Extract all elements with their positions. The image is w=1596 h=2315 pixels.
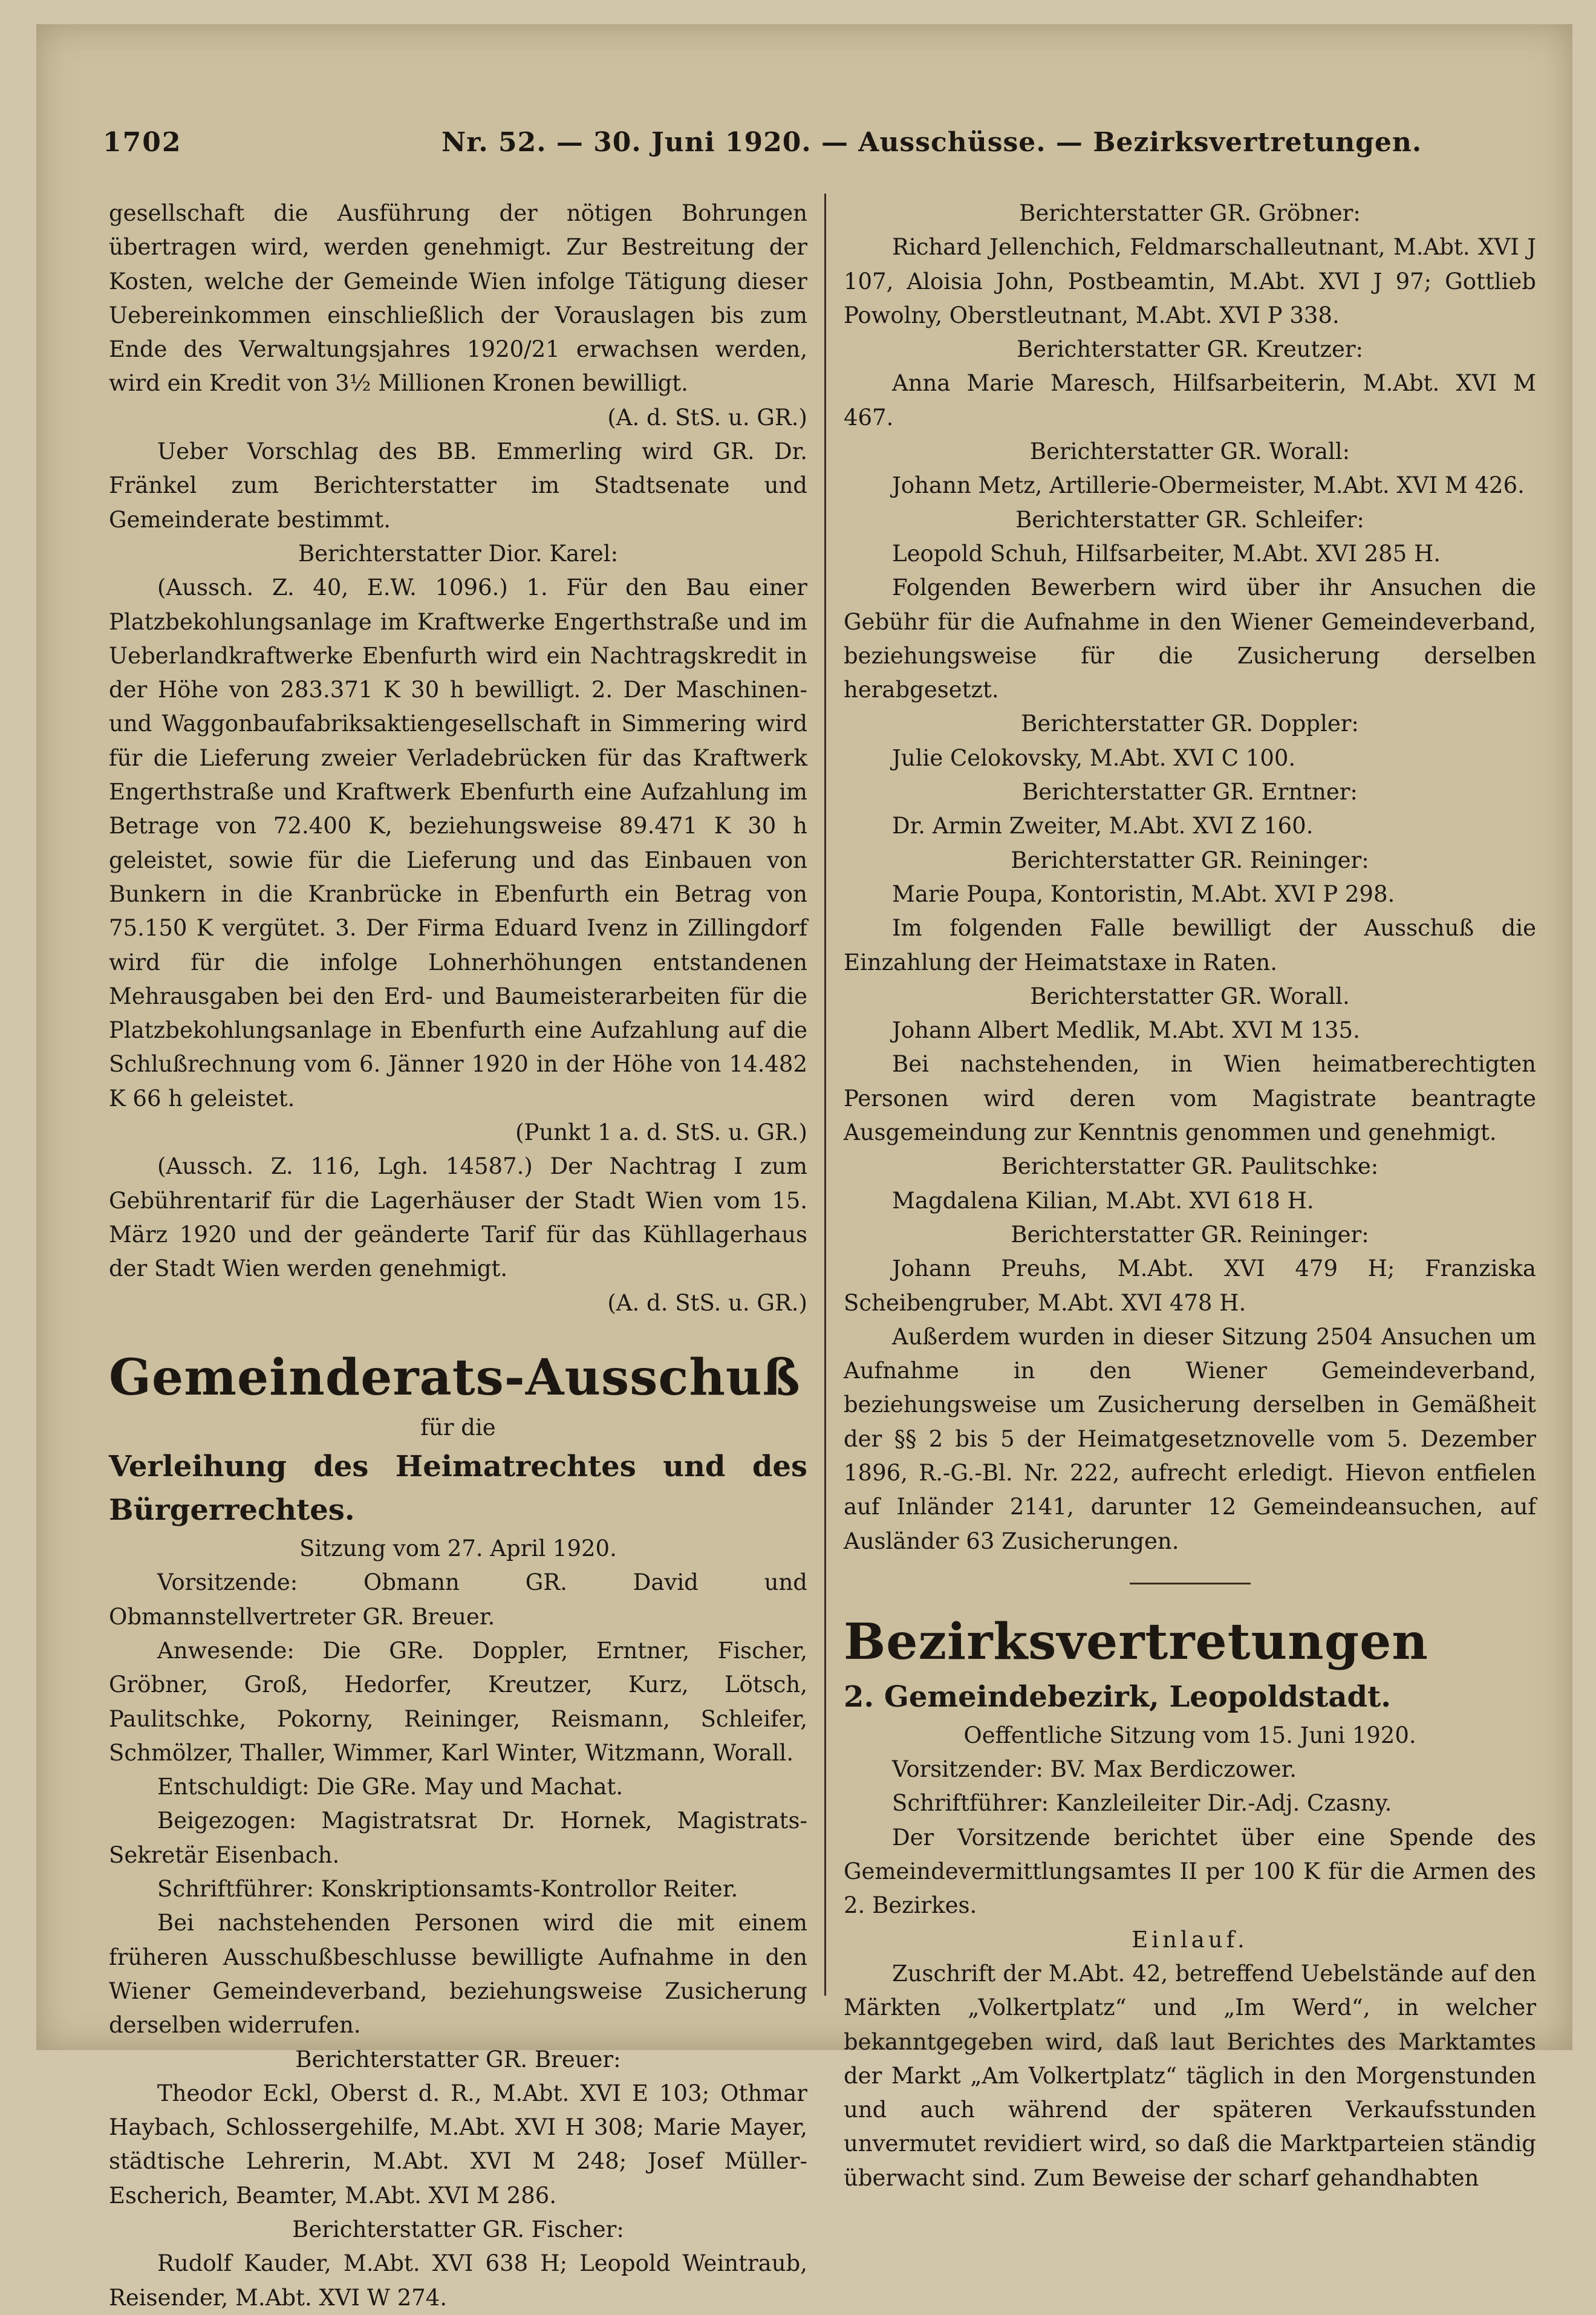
section-title: Gemeinderats-Ausschuß xyxy=(109,1348,801,1407)
reporter-heading: Berichterstatter GR. Worall. xyxy=(1030,983,1350,1009)
chair: Vorsitzender: BV. Max Berdiczower. xyxy=(892,1756,1297,1783)
paragraph: Folgenden Bewerbern wird über ihr Ansuchen die Gebühr für die Aufnahme in den Wiener Gemeindeverband, beziehungsweise für die Zusicherung derselben herabgesetzt. xyxy=(844,575,1536,703)
paragraph: Außerdem wurden in dieser Sitzung 2504 Ansuchen um Aufnahme in den Wiener Gemeindeverband, beziehungsweise um Zusicherung derselben in Gemäßheit der §§ 2 bis 5 der Heimatgesetznovelle vom 5. Dezember 1896, R.-G.-Bl. Nr. 222, aufrecht erledigt. Hievon entfielen auf Inländer 2141, darunter 12 Gemeindeansuchen, auf Ausländer 63 Zusicherungen. xyxy=(844,1323,1536,1554)
reference: (A. d. StS. u. GR.) xyxy=(607,404,807,431)
reference: (A. d. StS. u. GR.) xyxy=(607,1289,807,1316)
session-date: Oeffentliche Sitzung vom 15. Juni 1920. xyxy=(963,1722,1416,1748)
paragraph: Julie Celokovsky, M.Abt. XVI C 100. xyxy=(892,744,1296,771)
district-title: 2. Gemeindebezirk, Leopoldstadt. xyxy=(844,1679,1391,1714)
paragraph: Theodor Eckl, Oberst d. R., M.Abt. XVI E 103; Othmar Haybach, Schlossergehilfe, M.Abt. XVI H 308; Marie Mayer, städtische Lehrerin, M.Abt. XVI M 248; Josef Müller-Escherich, Beamter, M.Abt. XVI M 286. xyxy=(109,2080,807,2209)
paragraph: Zuschrift der M.Abt. 42, betreffend Uebelstände auf den Märkten „Volkertplatz“ und „Im Werd“, in welcher bekanntgegeben wird, daß laut Berichtes des Marktamtes der Markt „Am Volkertplatz“ täglich in den Morgenstunden und auch während der späteren Verkaufsstunden unvermutet revidiert wird, so daß die Marktparteien ständig überwacht sind. Zum Beweise der scharf gehandhabten xyxy=(844,1960,1536,2191)
page-header xyxy=(103,127,1506,163)
paragraph: Bei nachstehenden Personen wird die mit einem früheren Ausschußbeschlusse bewilligte Aufnahme in den Wiener Gemeindeverband, beziehungsweise Zusicherung derselben widerrufen. xyxy=(109,1910,807,2039)
paragraph: gesellschaft die Ausführung der nötigen Bohrungen übertragen wird, werden genehmigt. Zur Bestreitung der Kosten, welche der Gemeinde Wien infolge Tätigung dieser Uebereinkommen einschließlich der Vorauslagen bis zum Ende des Verwaltungsjahres 1920/21 erwachsen werden, wird ein Kredit von 3½ Millionen Kronen bewilligt. xyxy=(109,200,807,397)
reporter-heading: Berichterstatter GR. Erntner: xyxy=(1022,779,1358,806)
secretary: Schriftführer: Konskriptionsamts-Kontrollor Reiter. xyxy=(157,1876,738,1903)
paragraph: Im folgenden Falle bewilligt der Ausschuß die Einzahlung der Heimatstaxe in Raten. xyxy=(844,915,1536,975)
section-title: Bezirksvertretungen xyxy=(844,1612,1428,1671)
reporter-heading: Berichterstatter GR. Worall: xyxy=(1029,438,1350,465)
consulted: Beigezogen: Magistratsrat Dr. Hornek, Magistrats-Sekretär Eisenbach. xyxy=(109,1808,807,1868)
attendees: Anwesende: Die GRe. Doppler, Erntner, Fischer, Gröbner, Groß, Hedorfer, Kreutzer, Kurz, Lötsch, Paulitschke, Pokorny, Reininger, Reismann, Schleifer, Schmölzer, Thaller, Wimmer, Karl Winter, Witzmann, Worall. xyxy=(109,1637,807,1766)
section-title-2: Verleihung des Heimatrechtes und des Bürgerrechtes. xyxy=(109,1450,807,1528)
session-date: Sitzung vom 27. April 1920. xyxy=(299,1535,617,1562)
reporter-heading: Berichterstatter GR. Kreutzer: xyxy=(1016,336,1363,363)
paragraph: Johann Preuhs, M.Abt. XVI 479 H; Franziska Scheibengruber, M.Abt. XVI 478 H. xyxy=(844,1255,1536,1316)
reporter-heading: Berichterstatter GR. Fischer: xyxy=(292,2216,624,2243)
running-title: Nr. 52. — 30. Juni 1920. — Ausschüsse. — Bezirksvertretungen. xyxy=(441,127,1422,158)
chair: Vorsitzende: Obmann GR. David und Obmannstellvertreter GR. Breuer. xyxy=(109,1569,807,1630)
paragraph: (Aussch. Z. 40, E.W. 1096.) 1. Für den Bau einer Platzbekohlungsanlage im Kraftwerke Engerthstraße und im Ueberlandkraftwerke Ebenfurth wird ein Nachtragskredit in der Höhe von 283.371 K 30 h bewilligt. 2. Der Maschinen- und Waggonbaufabriksaktiengesellschaft in Simmering wird für die Lieferung zweier Verladebrücken für das Kraftwerk Engerthstraße und Kraftwerk Ebenfurth eine Aufzahlung im Betrage von 72.400 K, beziehungsweise 89.471 K 30 h geleistet, sowie für die Lieferung und das Einbauen von Bunkern in die Kranbrücke in Ebenfurth ein Betrag von 75.150 K vergütet. 3. Der Firma Eduard Ivenz in Zillingdorf wird für die infolge Lohnerhöhungen entstandenen Mehrausgaben bei den Erd- und Baumeisterarbeiten für die Platzbekohlungsanlage in Ebenfurth eine Aufzahlung auf die Schlußrechnung vom 6. Jänner 1920 in der Höhe von 14.482 K 66 h geleistet. xyxy=(109,575,807,1112)
paragraph: Richard Jellenchich, Feldmarschalleutnant, M.Abt. XVI J 107, Aloisia John, Postbeamtin, M.Abt. XVI J 97; Gottlieb Powolny, Oberstleutnant, M.Abt. XVI P 338. xyxy=(844,234,1536,328)
reporter-heading: Berichterstatter GR. Gröbner: xyxy=(1019,200,1361,226)
paragraph: Dr. Armin Zweiter, M.Abt. XVI Z 160. xyxy=(892,813,1314,839)
reporter-heading: Berichterstatter GR. Paulitschke: xyxy=(1001,1153,1379,1180)
reporter-heading: Berichterstatter GR. Schleifer: xyxy=(1015,506,1364,533)
column-divider xyxy=(824,194,826,1996)
subheading: Einlauf. xyxy=(1132,1926,1248,1953)
reporter-heading: Berichterstatter GR. Breuer: xyxy=(295,2046,621,2072)
paragraph: Anna Marie Maresch, Hilfsarbeiterin, M.Abt. XVI M 467. xyxy=(844,370,1536,431)
paragraph: Ueber Vorschlag des BB. Emmerling wird GR. Dr. Fränkel zum Berichterstatter im Stadtsenate und Gemeinderate bestimmt. xyxy=(109,438,807,533)
excused: Entschuldigt: Die GRe. May und Machat. xyxy=(157,1774,624,1800)
paragraph: Der Vorsitzende berichtet über eine Spende des Gemeindevermittlungsamtes II per 100 K für die Armen des 2. Bezirkes. xyxy=(844,1824,1536,1919)
reporter-heading: Berichterstatter GR. Reininger: xyxy=(1011,847,1369,873)
section-divider xyxy=(1130,1583,1251,1584)
paragraph: Magdalena Kilian, M.Abt. XVI 618 H. xyxy=(892,1187,1314,1214)
secretary: Schriftführer: Kanzleileiter Dir.-Adj. Czasny. xyxy=(892,1790,1392,1817)
section-subtitle: für die xyxy=(420,1414,496,1441)
page-number: 1702 xyxy=(103,127,182,158)
right-column xyxy=(844,197,1536,2195)
reporter-heading: Berichterstatter GR. Reininger: xyxy=(1011,1221,1369,1248)
paragraph: Rudolf Kauder, M.Abt. XVI 638 H; Leopold Weintraub, Reisender, M.Abt. XVI W 274. xyxy=(109,2250,807,2311)
paragraph: Johann Metz, Artillerie-Obermeister, M.Abt. XVI M 426. xyxy=(892,472,1525,499)
paragraph: Leopold Schuh, Hilfsarbeiter, M.Abt. XVI 285 H. xyxy=(892,540,1441,567)
reference: (Punkt 1 a. d. StS. u. GR.) xyxy=(515,1119,807,1146)
paragraph: Bei nachstehenden, in Wien heimatberechtigten Personen wird deren vom Magistrate beantragte Ausgemeindung zur Kenntnis genommen und genehmigt. xyxy=(844,1051,1536,1146)
reporter-heading: Berichterstatter GR. Doppler: xyxy=(1021,711,1359,737)
reporter-heading: Berichterstatter Dior. Karel: xyxy=(298,540,619,567)
left-column xyxy=(109,197,807,2315)
paragraph: (Aussch. Z. 116, Lgh. 14587.) Der Nachtrag I zum Gebührentarif für die Lagerhäuser der Stadt Wien vom 15. März 1920 und der geänderte Tarif für das Kühllagerhaus der Stadt Wien werden genehmigt. xyxy=(109,1153,807,1282)
paragraph: Marie Poupa, Kontoristin, M.Abt. XVI P 298. xyxy=(892,881,1395,907)
paragraph: Johann Albert Medlik, M.Abt. XVI M 135. xyxy=(892,1017,1360,1044)
newspaper-page xyxy=(36,24,1572,2311)
